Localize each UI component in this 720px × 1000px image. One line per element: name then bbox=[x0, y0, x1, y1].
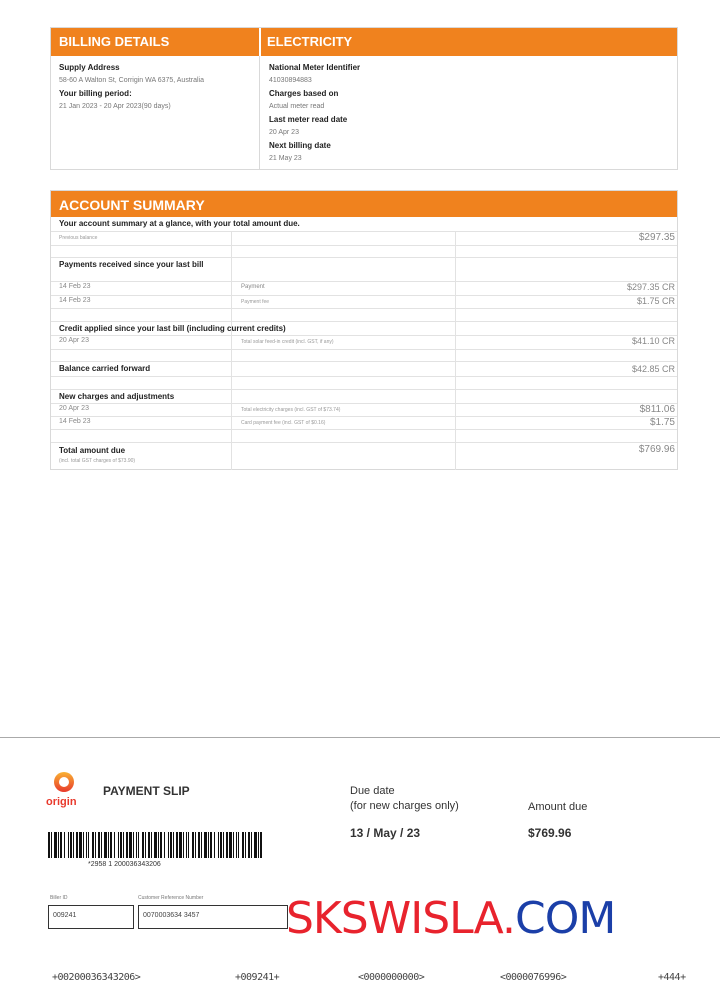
barcode-bar bbox=[220, 832, 222, 858]
origin-logo bbox=[46, 768, 90, 812]
due-date-label-line1: Due date bbox=[350, 785, 395, 797]
barcode-bar bbox=[79, 832, 82, 858]
total-label: Total amount due bbox=[59, 446, 126, 455]
table-row bbox=[51, 335, 677, 346]
due-date-value: 13 / May / 23 bbox=[350, 826, 421, 840]
barcode-bar bbox=[58, 832, 59, 858]
meter-column bbox=[269, 61, 360, 165]
barcode-bar bbox=[51, 832, 52, 858]
barcode-bar bbox=[176, 832, 178, 858]
barcode-bar bbox=[251, 832, 252, 858]
table-row bbox=[51, 403, 677, 415]
barcode-bar bbox=[236, 832, 237, 858]
barcode-bar bbox=[142, 832, 144, 858]
barcode-bar bbox=[104, 832, 107, 858]
supply-address: 58-60 A Walton St, Corrigin WA 6375, Australia bbox=[59, 77, 205, 84]
barcode-bar bbox=[95, 832, 96, 858]
biller-id-field: 009241 bbox=[48, 905, 134, 929]
spacer-row bbox=[51, 308, 677, 309]
barcode-bar bbox=[92, 832, 94, 858]
balance-forward-row bbox=[51, 361, 677, 374]
barcode-bar bbox=[98, 832, 100, 858]
barcode-bar bbox=[110, 832, 112, 858]
table-row bbox=[51, 295, 677, 306]
barcode-bar bbox=[183, 832, 184, 858]
ocr-line-1: +00200036343206> bbox=[52, 972, 141, 983]
next-billing-value: 21 May 23 bbox=[269, 155, 302, 162]
barcode-bar bbox=[101, 832, 102, 858]
payment-date: 14 Feb 23 bbox=[59, 283, 91, 290]
spacer-row bbox=[51, 349, 677, 350]
barcode-bar bbox=[214, 832, 215, 858]
watermark-dot: . bbox=[501, 893, 515, 944]
barcode-bar bbox=[70, 832, 72, 858]
barcode-bar bbox=[198, 832, 200, 858]
total-row bbox=[51, 442, 677, 470]
payment-date: 14 Feb 23 bbox=[59, 297, 91, 304]
due-date-label-line2: (for new charges only) bbox=[350, 800, 459, 812]
barcode-bar bbox=[86, 832, 87, 858]
new-charges-label: New charges and adjustments bbox=[59, 392, 175, 401]
total-amount: $769.96 bbox=[638, 444, 675, 455]
billing-details-heading: BILLING DETAILS bbox=[59, 34, 170, 49]
new-charges-header-row bbox=[51, 389, 677, 401]
barcode-bar bbox=[120, 832, 122, 858]
previous-balance-label: Previous balance bbox=[59, 235, 98, 241]
barcode-bar bbox=[186, 832, 187, 858]
barcode-bar bbox=[148, 832, 150, 858]
last-read-value: 20 Apr 23 bbox=[269, 129, 299, 136]
ocr-line-5: +444+ bbox=[658, 972, 686, 983]
barcode-bar bbox=[229, 832, 232, 858]
barcode-bar bbox=[201, 832, 202, 858]
barcode-bar bbox=[138, 832, 139, 858]
barcode-bar bbox=[195, 832, 196, 858]
barcode-bar bbox=[64, 832, 65, 858]
next-billing-label: Next billing date bbox=[269, 141, 331, 150]
credit-date: 20 Apr 23 bbox=[59, 337, 89, 344]
charge-amount: $811.06 bbox=[639, 404, 675, 415]
barcode-bar bbox=[118, 832, 119, 858]
summary-intro: Your account summary at a glance, with your total amount due. bbox=[59, 219, 300, 228]
supply-column bbox=[59, 61, 204, 113]
origin-brand: origin bbox=[46, 796, 77, 808]
credit-desc: Total solar feed-in credit (incl. GST, if any) bbox=[241, 339, 334, 345]
charges-based-value: Actual meter read bbox=[269, 103, 325, 110]
due-date-label bbox=[350, 784, 459, 814]
watermark-part2: COM bbox=[514, 893, 616, 944]
payment-desc: Payment bbox=[241, 284, 265, 290]
payments-header-row bbox=[51, 257, 677, 281]
barcode-bar bbox=[238, 832, 239, 858]
credit-amount: $41.10 CR bbox=[631, 336, 675, 346]
barcode-bar bbox=[245, 832, 246, 858]
barcode-bar bbox=[188, 832, 189, 858]
barcode-bar bbox=[242, 832, 244, 858]
barcode-bar bbox=[226, 832, 228, 858]
barcode-bar bbox=[129, 832, 132, 858]
ocr-line-3: <0000000000> bbox=[358, 972, 425, 983]
barcode-bar bbox=[210, 832, 212, 858]
charge-date: 14 Feb 23 bbox=[59, 418, 91, 425]
barcode-bar bbox=[204, 832, 207, 858]
charge-date: 20 Apr 23 bbox=[59, 405, 89, 412]
charge-amount: $1.75 bbox=[649, 417, 675, 428]
barcode-bar bbox=[218, 832, 219, 858]
barcode-bar bbox=[233, 832, 234, 858]
slip-separator bbox=[0, 737, 720, 738]
previous-balance-row bbox=[51, 231, 677, 243]
spacer-row bbox=[51, 429, 677, 430]
barcode-bar bbox=[83, 832, 84, 858]
barcode-bar bbox=[248, 832, 250, 858]
charges-based-label: Charges based on bbox=[269, 89, 339, 98]
barcode-bar bbox=[192, 832, 194, 858]
barcode-bar bbox=[48, 832, 50, 858]
barcode-bar bbox=[164, 832, 165, 858]
barcode-number: *2958 1 200036343206 bbox=[88, 861, 161, 868]
watermark bbox=[286, 893, 615, 944]
payment-amount: $297.35 CR bbox=[626, 282, 675, 292]
barcode-bar bbox=[114, 832, 115, 858]
summary-intro-row bbox=[51, 217, 677, 231]
barcode-bar bbox=[223, 832, 224, 858]
payment-slip-title: PAYMENT SLIP bbox=[103, 784, 190, 798]
billing-header bbox=[51, 28, 677, 56]
barcode-bar bbox=[173, 832, 174, 858]
ocr-line-4: <0000076996> bbox=[500, 972, 567, 983]
table-row bbox=[51, 281, 677, 292]
spacer-row bbox=[51, 245, 677, 246]
barcode-bar bbox=[154, 832, 157, 858]
credit-label: Credit applied since your last bill (including current credits) bbox=[59, 324, 286, 333]
charge-desc: Card payment fee (incl. GST of $0.16) bbox=[241, 420, 326, 426]
amount-due-value: $769.96 bbox=[528, 826, 572, 840]
biller-id-label: Biller ID bbox=[50, 895, 68, 901]
table-row bbox=[51, 416, 677, 428]
barcode-bar bbox=[108, 832, 109, 858]
billing-period-label: Your billing period: bbox=[59, 89, 132, 98]
payment-amount: $1.75 CR bbox=[636, 296, 675, 306]
barcode-bar bbox=[179, 832, 182, 858]
account-summary-heading: ACCOUNT SUMMARY bbox=[51, 191, 677, 217]
credit-header-row bbox=[51, 321, 677, 333]
barcode-bar bbox=[126, 832, 128, 858]
barcode-bar bbox=[254, 832, 257, 858]
spacer-row bbox=[51, 376, 677, 377]
barcode-bar bbox=[60, 832, 62, 858]
billing-details-panel bbox=[50, 27, 678, 170]
payment-desc: Payment fee bbox=[241, 299, 270, 305]
barcode-bar bbox=[68, 832, 69, 858]
barcode-bar bbox=[88, 832, 89, 858]
account-summary-panel bbox=[50, 190, 678, 470]
electricity-heading: ELECTRICITY bbox=[267, 34, 353, 49]
payments-label: Payments received since your last bill bbox=[59, 260, 204, 269]
barcode-bar bbox=[145, 832, 146, 858]
previous-balance-amount: $297.35 bbox=[638, 232, 675, 243]
barcode-bar bbox=[258, 832, 259, 858]
nmi-value: 41030894883 bbox=[269, 77, 312, 84]
barcode-bar bbox=[168, 832, 169, 858]
barcode-bar bbox=[73, 832, 74, 858]
barcode-bar bbox=[151, 832, 152, 858]
barcode-bar bbox=[158, 832, 159, 858]
ocr-line-2: +009241+ bbox=[235, 972, 280, 983]
barcode bbox=[48, 832, 263, 858]
barcode-bar bbox=[136, 832, 137, 858]
nmi-label: National Meter Identifier bbox=[269, 63, 361, 72]
barcode-bar bbox=[76, 832, 78, 858]
barcode-bar bbox=[260, 832, 262, 858]
charge-desc: Total electricity charges (incl. GST of $73.74) bbox=[241, 407, 341, 413]
last-read-label: Last meter read date bbox=[269, 115, 348, 124]
barcode-bar bbox=[160, 832, 162, 858]
supply-address-label: Supply Address bbox=[59, 63, 120, 72]
reference-label: Customer Reference Number bbox=[138, 895, 204, 901]
balance-forward-amount: $42.85 CR bbox=[631, 364, 675, 374]
reference-field: 0070003634 3457 bbox=[138, 905, 288, 929]
column-divider bbox=[259, 56, 260, 170]
barcode-bar bbox=[54, 832, 57, 858]
balance-forward-label: Balance carried forward bbox=[59, 364, 151, 373]
watermark-part1: SKSWISLA bbox=[286, 893, 502, 944]
amount-due-label: Amount due bbox=[528, 801, 588, 813]
barcode-bar bbox=[123, 832, 124, 858]
barcode-bar bbox=[208, 832, 209, 858]
total-note: (incl. total GST charges of $73.90) bbox=[59, 458, 136, 464]
barcode-bar bbox=[133, 832, 134, 858]
billing-period: 21 Jan 2023 - 20 Apr 2023(90 days) bbox=[59, 103, 171, 110]
barcode-bar bbox=[170, 832, 172, 858]
